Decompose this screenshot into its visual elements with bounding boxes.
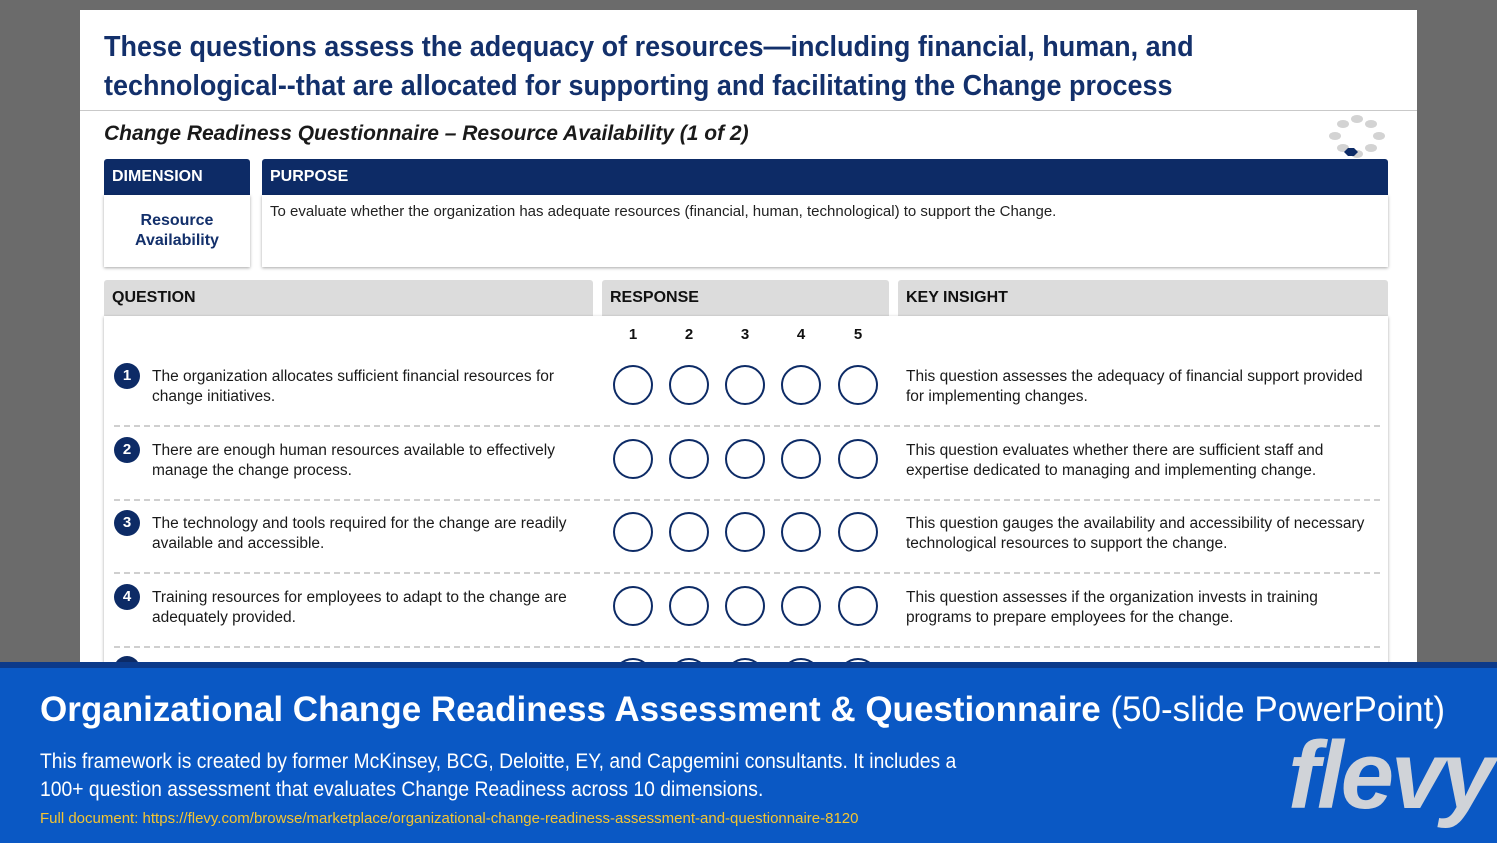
scale-label: 3 (740, 326, 750, 343)
banner-title-bold: Organizational Change Readiness Assessment & Questionnaire (40, 690, 1101, 729)
purpose-header: PURPOSE (262, 159, 1388, 195)
response-option-2[interactable] (669, 439, 709, 479)
flevy-logo: flevy (1288, 722, 1492, 829)
response-option-3[interactable] (725, 439, 765, 479)
response-option-5[interactable] (838, 439, 878, 479)
table-row (104, 500, 1388, 574)
dimension-value (104, 195, 250, 267)
response-option-5[interactable] (838, 586, 878, 626)
headline-divider (80, 110, 1417, 111)
response-option-2[interactable] (669, 365, 709, 405)
scale-label: 1 (628, 326, 638, 343)
purpose-text: To evaluate whether the organization has adequate resources (financial, human, technological) to support the Change. (262, 195, 1388, 267)
scale-label: 5 (853, 326, 863, 343)
question-text: The technology and tools required for the change are readily available and accessible. (152, 515, 567, 552)
banner-description: This framework is created by former McKinsey, BCG, Deloitte, EY, and Capgemini consultants. It includes a 100+ question assessment that evaluates Change Readiness across 10 dimensions. (40, 750, 957, 801)
response-option-3[interactable] (725, 365, 765, 405)
response-option-1[interactable] (613, 365, 653, 405)
response-option-4[interactable] (781, 365, 821, 405)
question-number-badge: 3 (114, 510, 140, 536)
response-option-1[interactable] (613, 439, 653, 479)
question-text: There are enough human resources available to effectively manage the change process. (152, 442, 555, 479)
response-option-2[interactable] (669, 512, 709, 552)
response-option-5[interactable] (838, 365, 878, 405)
question-number-badge: 4 (114, 584, 140, 610)
slide (80, 10, 1417, 670)
key-insight-text: This question evaluates whether there are sufficient staff and expertise dedicated to managing and implementing change. (906, 442, 1324, 479)
table-row (104, 574, 1388, 648)
dimension-value-text: Resource Availability (135, 212, 219, 249)
response-option-4[interactable] (781, 439, 821, 479)
banner-top-line (0, 662, 1497, 668)
scale-label: 4 (796, 326, 806, 343)
hexagon-progress-icon (1324, 114, 1390, 160)
promo-banner (0, 662, 1497, 843)
response-column-header: RESPONSE (602, 280, 889, 316)
response-option-1[interactable] (613, 586, 653, 626)
question-column-header: QUESTION (104, 280, 593, 316)
dimension-header: DIMENSION (104, 159, 250, 195)
key-insight-text: This question gauges the availability and accessibility of necessary technological resources to support the change. (906, 515, 1365, 552)
question-number-badge: 1 (114, 363, 140, 389)
banner-title (40, 690, 1445, 730)
response-option-2[interactable] (669, 586, 709, 626)
response-option-3[interactable] (725, 512, 765, 552)
banner-title-regular: (50-slide PowerPoint) (1110, 690, 1445, 729)
question-text: The organization allocates sufficient financial resources for change initiatives. (152, 368, 555, 405)
response-option-4[interactable] (781, 512, 821, 552)
question-number-badge: 2 (114, 437, 140, 463)
key-insight-text: This question assesses if the organization invests in training programs to prepare employees for the change. (906, 589, 1318, 626)
response-option-5[interactable] (838, 512, 878, 552)
full-document-link[interactable]: Full document: https://flevy.com/browse/marketplace/organizational-change-readiness-assessment-and-questionnaire-8120 (40, 810, 859, 827)
table-row (104, 353, 1388, 427)
response-option-3[interactable] (725, 586, 765, 626)
slide-subtitle: Change Readiness Questionnaire – Resource Availability (1 of 2) (104, 122, 749, 145)
slide-headline: These questions assess the adequacy of resources—including financial, human, and technological--that are allocated for supporting and facilitating the Change process (104, 31, 1194, 102)
question-text: Training resources for employees to adapt to the change are adequately provided. (152, 589, 567, 626)
response-option-4[interactable] (781, 586, 821, 626)
response-option-1[interactable] (613, 512, 653, 552)
insight-column-header: KEY INSIGHT (898, 280, 1388, 316)
table-row (104, 427, 1388, 501)
scale-label: 2 (684, 326, 694, 343)
key-insight-text: This question assesses the adequacy of financial support provided for implementing changes. (906, 368, 1363, 405)
